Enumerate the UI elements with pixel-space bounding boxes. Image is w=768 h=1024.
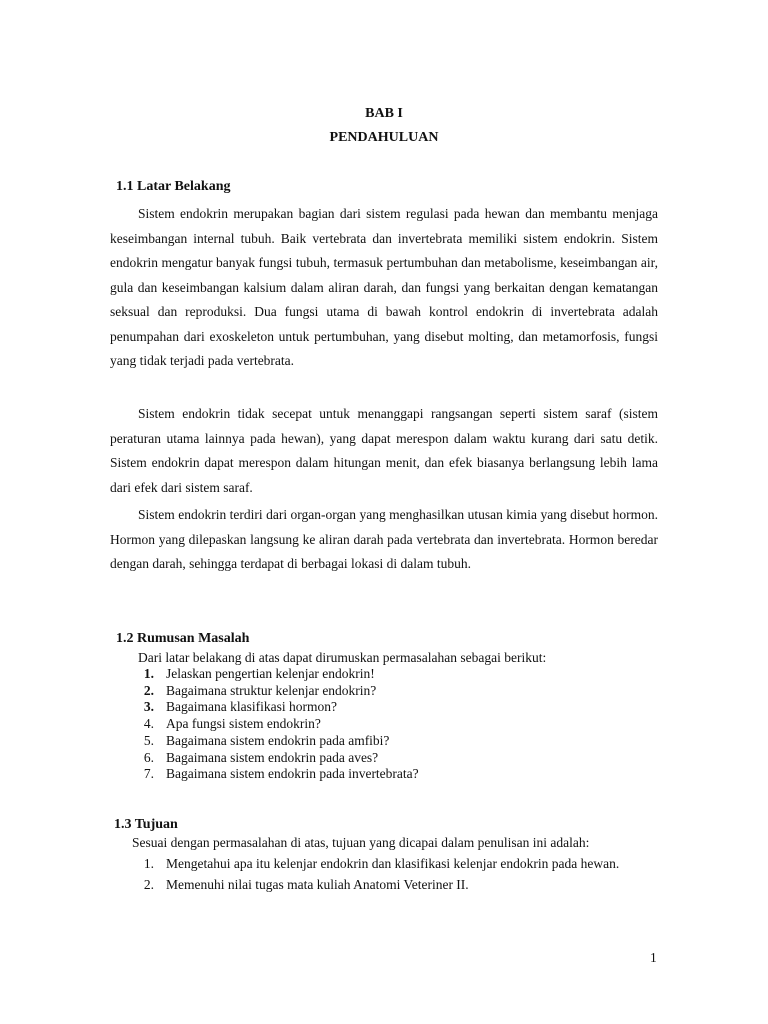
- tujuan-intro: Sesuai dengan permasalahan di atas, tujuan yang dicapai dalam penulisan ini adalah:: [132, 835, 590, 850]
- list-item: 7. Bagaimana sistem endokrin pada invertebrata?: [143, 766, 419, 782]
- list-item: 2. Memenuhi nilai tugas mata kuliah Anatomi Veteriner II.: [143, 877, 469, 892]
- rumusan-intro: Dari latar belakang di atas dapat dirumuskan permasalahan sebagai berikut:: [138, 650, 547, 665]
- chapter-title: PENDAHULUAN: [329, 130, 439, 145]
- list-item: 5. Bagaimana sistem endokrin pada amfibi?: [143, 732, 390, 748]
- list-item: 4. Apa fungsi sistem endokrin?: [143, 716, 321, 732]
- section-heading-tujuan: 1.3 Tujuan: [114, 817, 178, 832]
- paragraph-3: Sistem endokrin terdiri dari organ-organ yang menghasilkan utusan kimia yang disebut hormon. Hormon yang dilepaskan langsung ke aliran darah pada vertebrata dan invertebrata. Hormon beredar dengan darah, sehingga terdapat di berbagai lokasi di dalam tubuh.: [110, 507, 658, 571]
- list-item: 2. Bagaimana struktur kelenjar endokrin?: [143, 682, 377, 698]
- section-heading-latar-belakang: 1.1 Latar Belakang: [116, 179, 231, 194]
- list-item: 6. Bagaimana sistem endokrin pada aves?: [143, 749, 379, 765]
- chapter-label: BAB I: [365, 106, 403, 121]
- paragraph-2: Sistem endokrin tidak secepat untuk menanggapi rangsangan seperti sistem saraf (sistem peraturan utama lainnya pada hewan), yang dapat merespon dalam waktu kurang dari satu detik. Sistem endokrin dapat merespon dalam hitungan menit, dan efek biasanya berlangsung lebih lama dari efek dari sistem saraf.: [110, 406, 658, 495]
- rumusan-list: [138, 666, 658, 783]
- section-heading-rumusan-masalah: 1.2 Rumusan Masalah: [116, 631, 250, 646]
- page-number: 1: [650, 950, 657, 965]
- paragraph-1: Sistem endokrin merupakan bagian dari sistem regulasi pada hewan dan membantu menjaga keseimbangan internal tubuh. Baik vertebrata dan invertebrata memiliki sistem endokrin. Sistem endokrin mengatur banyak fungsi tubuh, termasuk pertumbuhan dan metabolisme, keseimbangan air, gula dan keseimbangan kalsium dalam aliran darah, dan fungsi yang berkaitan dengan kematangan seksual dan reproduksi. Dua fungsi utama di bawah kontrol endokrin di invertebrata adalah penumpahan dari exoskeleton untuk pertumbuhan, yang disebut molting, dan metamorfosis, fungsi yang tidak terjadi pada vertebrata.: [110, 206, 658, 368]
- list-item: 1. Jelaskan pengertian kelenjar endokrin!: [143, 666, 375, 681]
- list-item: 1. Mengetahui apa itu kelenjar endokrin dan klasifikasi kelenjar endokrin pada hewan.: [143, 856, 620, 871]
- list-item: 3. Bagaimana klasifikasi hormon?: [143, 699, 337, 715]
- tujuan-list: [138, 850, 658, 894]
